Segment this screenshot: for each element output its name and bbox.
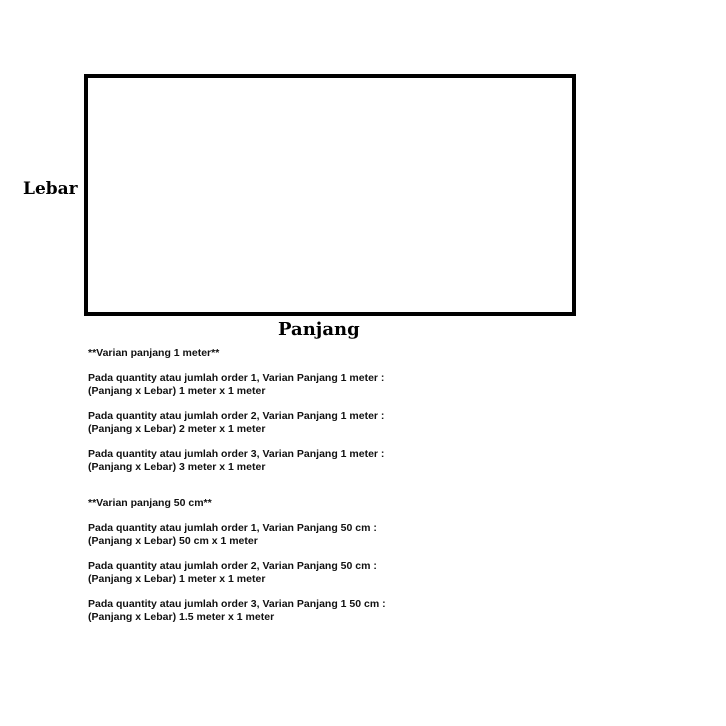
note-line-1: Pada quantity atau jumlah order 1, Varian Panjang 1 meter :	[88, 372, 385, 384]
variant-section-1m	[88, 347, 508, 474]
note-line-2: (Panjang x Lebar) 3 meter x 1 meter	[88, 461, 266, 473]
note-line-2: (Panjang x Lebar) 2 meter x 1 meter	[88, 423, 266, 435]
dimension-rectangle	[84, 74, 576, 316]
note-line-1: Pada quantity atau jumlah order 2, Varian Panjang 50 cm :	[88, 560, 377, 572]
section-title: **Varian panjang 1 meter**	[88, 347, 220, 359]
note-line-2: (Panjang x Lebar) 1 meter x 1 meter	[88, 573, 266, 585]
note-line-1: Pada quantity atau jumlah order 3, Varian Panjang 1 meter :	[88, 448, 385, 460]
note-line-2: (Panjang x Lebar) 50 cm x 1 meter	[88, 535, 258, 547]
note-line-1: Pada quantity atau jumlah order 2, Varian Panjang 1 meter :	[88, 410, 385, 422]
note-line-2: (Panjang x Lebar) 1 meter x 1 meter	[88, 385, 266, 397]
variant-note	[88, 372, 508, 398]
section-title: **Varian panjang 50 cm**	[88, 497, 212, 509]
note-line-2: (Panjang x Lebar) 1.5 meter x 1 meter	[88, 611, 275, 623]
variant-note	[88, 560, 508, 586]
width-label: Lebar	[23, 179, 78, 199]
note-line-1: Pada quantity atau jumlah order 1, Varian Panjang 50 cm :	[88, 522, 377, 534]
note-line-1: Pada quantity atau jumlah order 3, Varian Panjang 1 50 cm :	[88, 598, 386, 610]
variant-note	[88, 598, 508, 624]
length-label: Panjang	[278, 319, 360, 340]
variant-section-50cm	[88, 497, 508, 624]
variant-notes	[88, 347, 508, 624]
variant-note	[88, 522, 508, 548]
variant-note	[88, 448, 508, 474]
variant-note	[88, 410, 508, 436]
